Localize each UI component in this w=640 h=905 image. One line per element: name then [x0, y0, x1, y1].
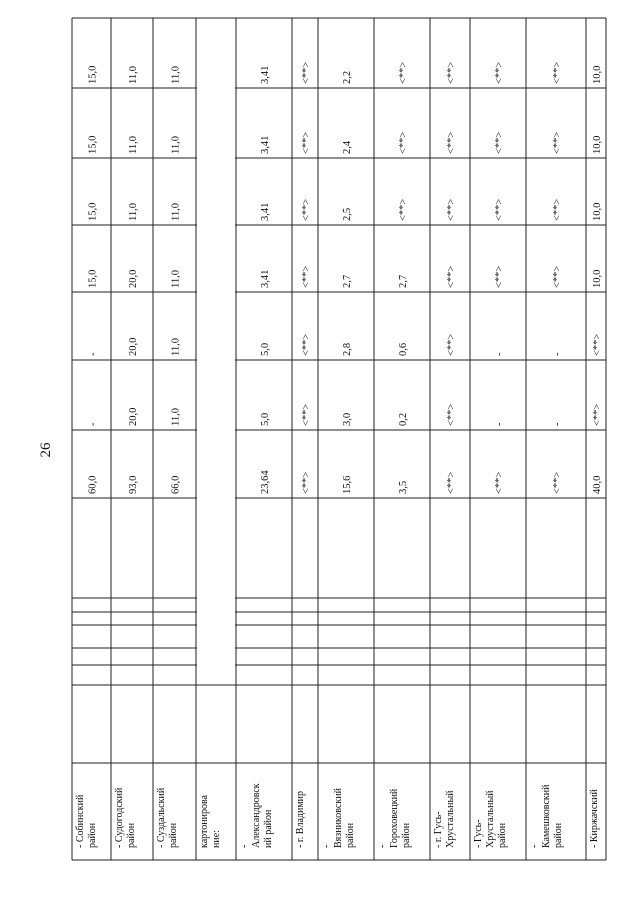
- row-label: район: [401, 822, 412, 848]
- table-cell: 2,2: [342, 70, 353, 84]
- table-cell: <**>: [552, 61, 563, 84]
- table-cell: 11,0: [170, 270, 182, 288]
- table-cell: <**>: [301, 131, 312, 154]
- row-label: - г. Владимир: [295, 790, 306, 848]
- table-cell: <**>: [301, 198, 312, 221]
- table-cell: 15,0: [87, 135, 99, 154]
- row-label: район: [345, 822, 356, 848]
- table-cell: 11,0: [170, 66, 182, 84]
- table-cell: -: [87, 422, 99, 426]
- table-cell: 40,0: [592, 475, 603, 494]
- table-cell: <**>: [494, 471, 505, 494]
- table-cell: <**>: [301, 403, 312, 426]
- table-cell: 10,0: [592, 269, 603, 288]
- table-cell: <**>: [446, 131, 457, 154]
- table-cell: <**>: [592, 333, 603, 356]
- table-cell: <**>: [494, 265, 505, 288]
- row-label: - Собинский: [75, 794, 86, 848]
- table-cell: 11,0: [170, 408, 182, 426]
- table-cell: <**>: [446, 198, 457, 221]
- table-cell: 10,0: [592, 135, 603, 154]
- table-cell: 66,0: [170, 475, 182, 494]
- row-label: Хрустальный: [485, 790, 496, 848]
- table-cell: 5,0: [260, 342, 271, 356]
- table-cell: 0,2: [398, 412, 409, 426]
- table-cell: 20,0: [128, 269, 139, 288]
- table-cell: <**>: [398, 198, 409, 221]
- table-cells: [75, 62, 603, 848]
- row-label: - Гусь-: [473, 819, 484, 848]
- table-cell: <**>: [301, 61, 312, 84]
- table-cell: <**>: [494, 61, 505, 84]
- table-cell: 3,5: [398, 480, 409, 494]
- row-label: Вязниковский: [333, 788, 344, 848]
- row-label: район: [87, 822, 98, 848]
- table-cell: <**>: [398, 131, 409, 154]
- table-cell: 3,41: [260, 65, 271, 84]
- table-cell: <**>: [446, 265, 457, 288]
- table-cell: <**>: [301, 333, 312, 356]
- table-cell: 2,7: [342, 274, 353, 288]
- table-cell: 3,0: [342, 412, 353, 426]
- table-cell: 10,0: [592, 202, 603, 221]
- row-label: -: [377, 844, 388, 848]
- table-cell: 0,6: [398, 342, 409, 356]
- table-cell: 2,4: [342, 140, 353, 154]
- row-label: Камешковский: [541, 784, 552, 848]
- row-label: - Киржачский: [589, 789, 600, 848]
- row-label: Александровск: [251, 783, 262, 848]
- table-cell: -: [494, 352, 505, 356]
- row-label: район: [553, 822, 564, 848]
- row-label: Гороховецкий: [389, 788, 400, 848]
- table-cell: 11,0: [128, 66, 139, 84]
- table-cell: 5,0: [260, 412, 271, 426]
- table-cell: 11,0: [170, 338, 182, 356]
- table-cell: <**>: [494, 131, 505, 154]
- page-number: 26: [38, 442, 54, 458]
- row-label: - г. Гусь-: [433, 811, 444, 848]
- row-label: -: [529, 844, 540, 848]
- table-cell: <**>: [301, 471, 312, 494]
- table-cell: 15,6: [342, 475, 353, 494]
- table-cell: <**>: [446, 61, 457, 84]
- table-cell: 15,0: [87, 202, 99, 221]
- table-cell: 2,7: [398, 274, 409, 288]
- row-label: -: [239, 844, 250, 848]
- table-cell: 15,0: [87, 65, 99, 84]
- table-cell: 60,0: [87, 475, 99, 494]
- table-cell: 10,0: [592, 65, 603, 84]
- row-label: картонирова: [199, 795, 210, 848]
- table-cell: 3,41: [260, 135, 271, 154]
- row-label: ий район: [263, 809, 274, 848]
- table-cell: 3,41: [260, 269, 271, 288]
- row-label: район: [126, 822, 137, 848]
- table-cell: 93,0: [128, 475, 139, 494]
- row-label: -: [321, 844, 332, 848]
- table-cell: <**>: [446, 403, 457, 426]
- row-label: - Суздальский: [156, 787, 167, 848]
- table-cell: 20,0: [128, 407, 139, 426]
- table-cell: -: [494, 422, 505, 426]
- table-cell: <**>: [494, 198, 505, 221]
- row-label: ние:: [211, 830, 222, 848]
- table-grid: [72, 18, 606, 860]
- table-cell: 11,0: [170, 203, 182, 221]
- table-cell: 11,0: [128, 203, 139, 221]
- table-cell: <**>: [446, 333, 457, 356]
- row-label: Хрустальный: [445, 790, 456, 848]
- table-cell: -: [552, 352, 563, 356]
- table-cell: <**>: [592, 403, 603, 426]
- table-cell: 15,0: [87, 269, 99, 288]
- table-cell: <**>: [446, 471, 457, 494]
- table-cell: <**>: [552, 265, 563, 288]
- table-cell: 20,0: [128, 337, 139, 356]
- table-cell: 11,0: [170, 136, 182, 154]
- table-cell: 2,8: [342, 342, 353, 356]
- table-cell: <**>: [552, 131, 563, 154]
- table-cell: <**>: [398, 61, 409, 84]
- table-cell: 3,41: [260, 202, 271, 221]
- row-label: - Судогодский: [114, 787, 125, 848]
- table-cell: <**>: [552, 471, 563, 494]
- table-cell: <**>: [301, 265, 312, 288]
- table-cell: 11,0: [128, 136, 139, 154]
- table-cell: 23,64: [260, 470, 271, 494]
- table-cell: 2,5: [342, 207, 353, 221]
- table-cell: -: [552, 422, 563, 426]
- row-label: район: [168, 822, 179, 848]
- merged-blank-row: [197, 19, 235, 684]
- row-label: район: [497, 822, 508, 848]
- table-cell: -: [87, 352, 99, 356]
- table-cell: <**>: [552, 198, 563, 221]
